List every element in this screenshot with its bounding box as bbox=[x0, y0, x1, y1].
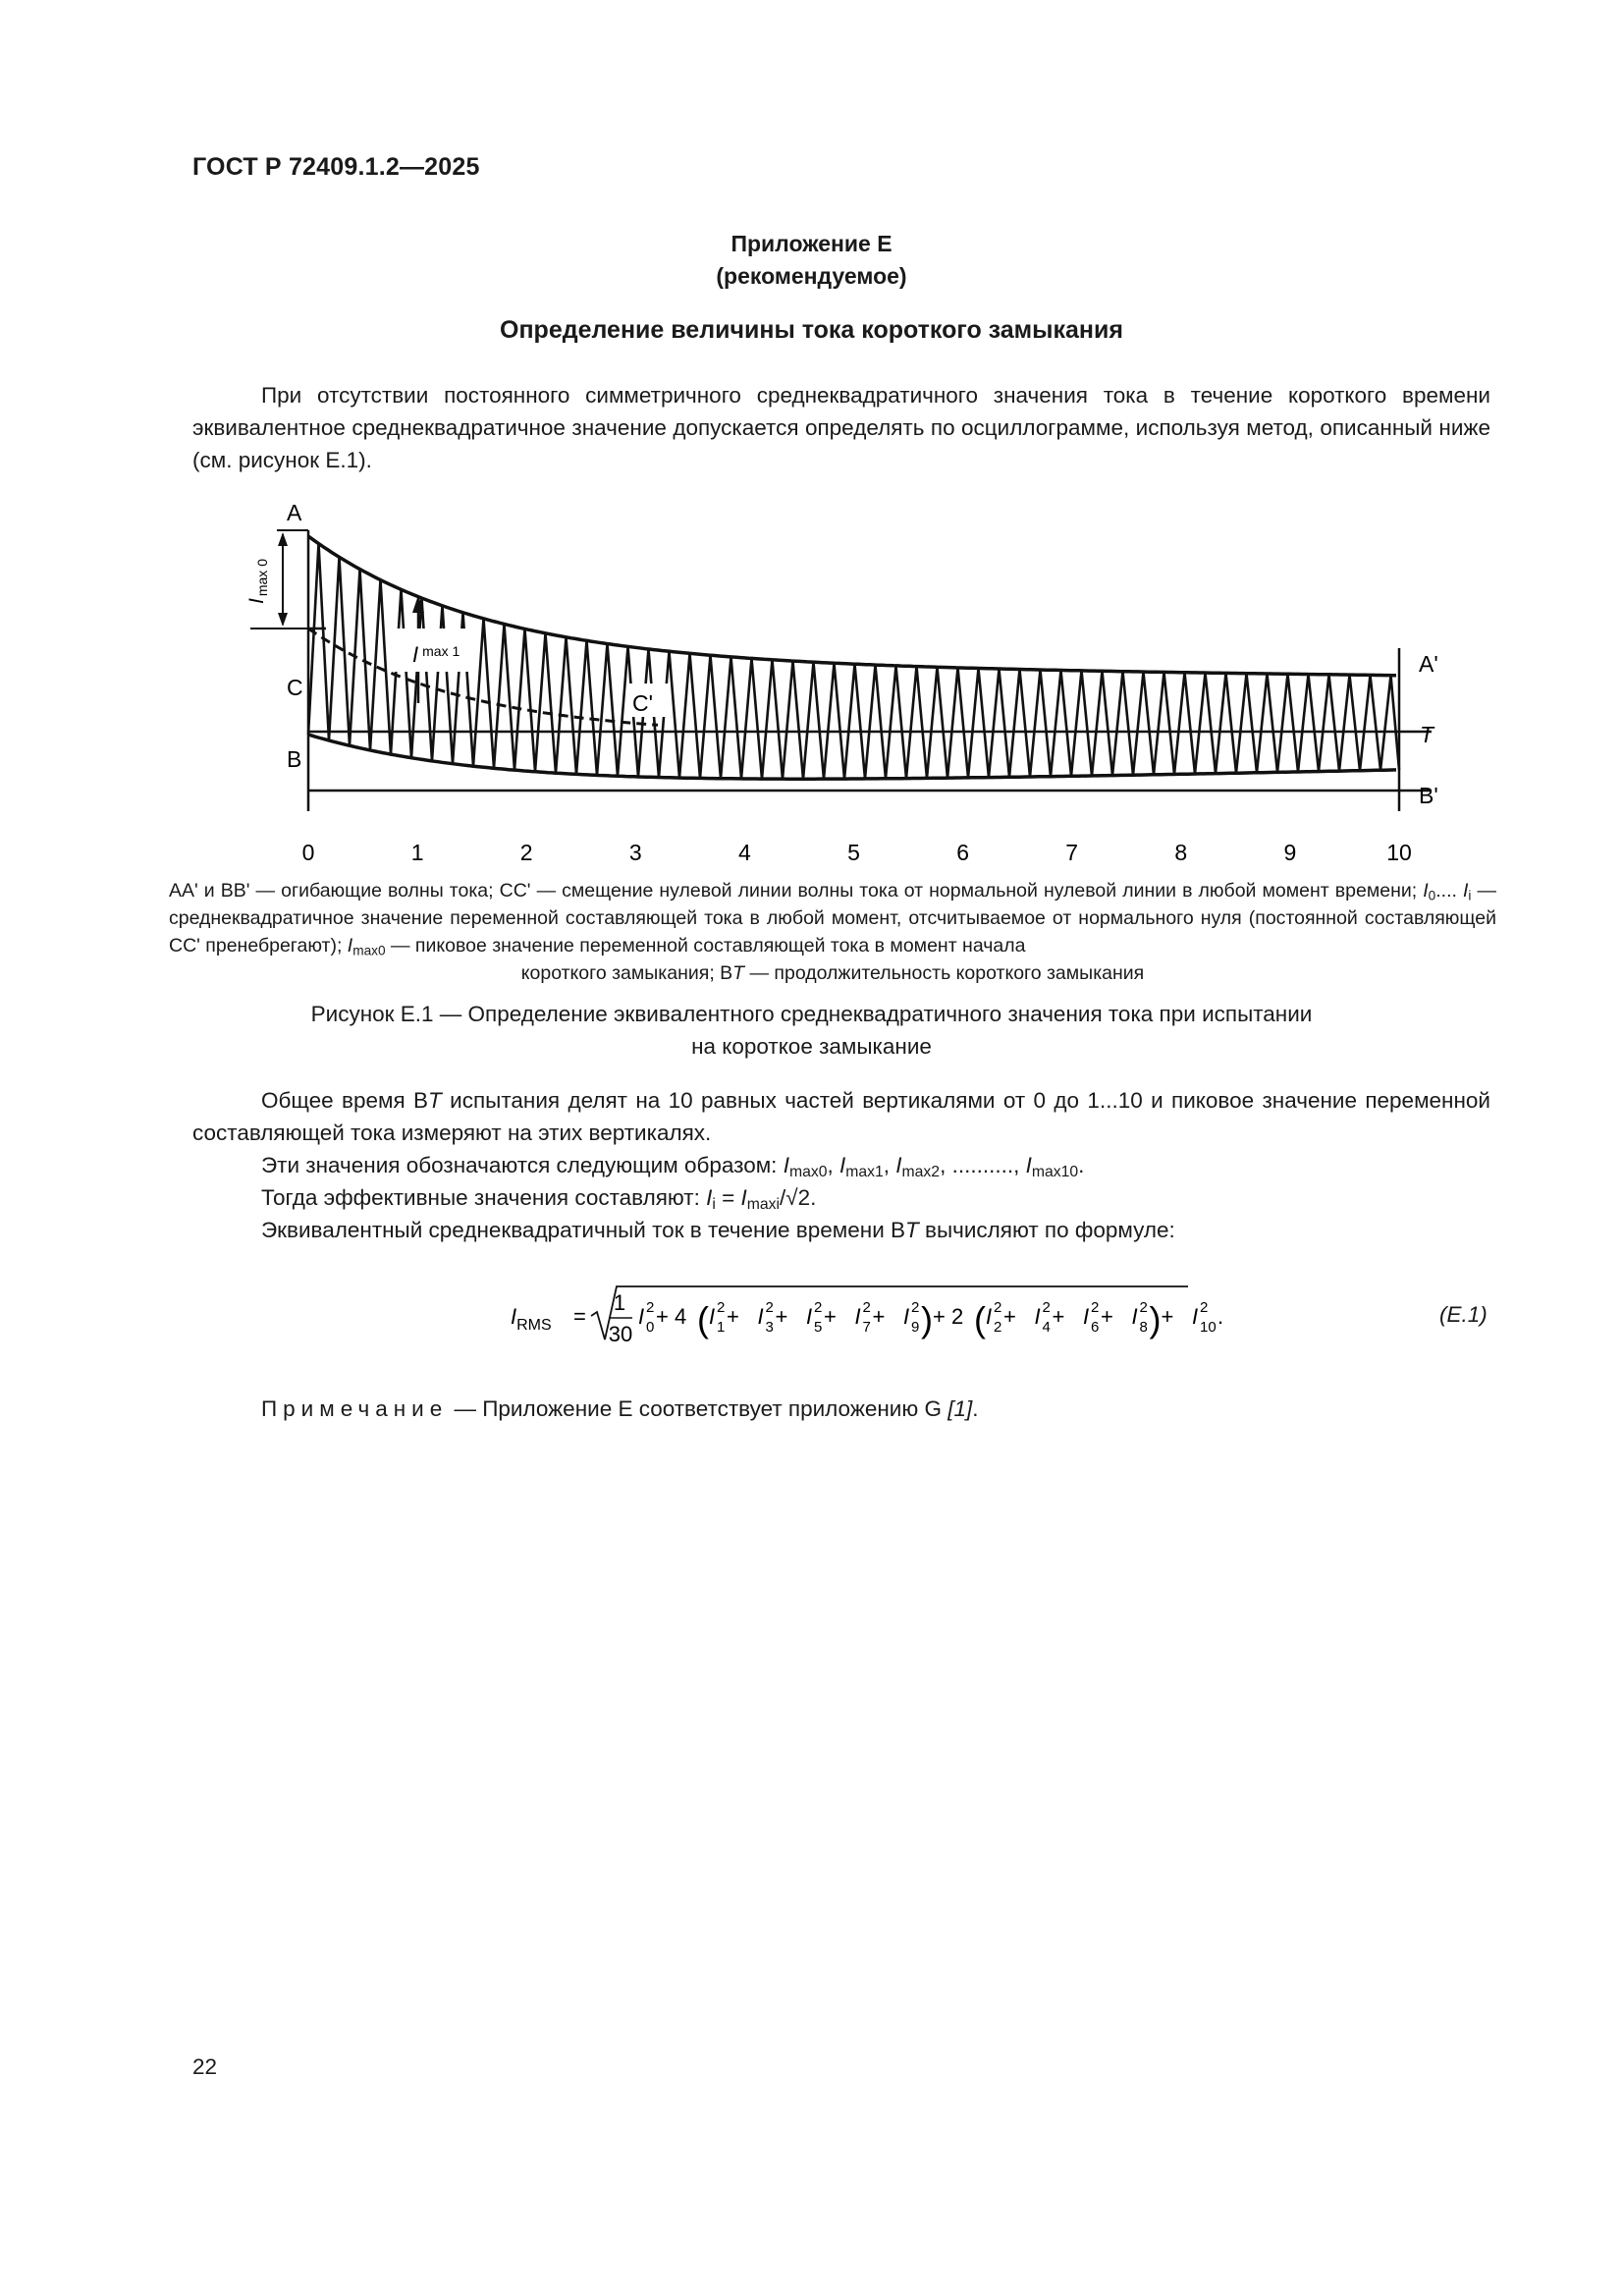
intro-paragraph: При отсутствии постоянного симметричного среднеквадратичного значения тока в течение короткого времени эквивалентное среднеквадратичное значение допускается определять по осциллограмме, используя метод, описанный ниже (см. рисунок Е.1). bbox=[192, 383, 1490, 472]
formula-term: 10 bbox=[1200, 1319, 1217, 1336]
formula-term: I bbox=[757, 1304, 764, 1329]
note bbox=[261, 1396, 979, 1422]
effective-imax: I bbox=[740, 1185, 747, 1210]
appendix-title bbox=[0, 228, 1623, 293]
values-dots: , .........., bbox=[940, 1153, 1020, 1177]
method-text-2: испытания делят на 10 равных частей вертикалями от 0 до 1...10 и пиковое значение переменной составляющей тока измеряют на этих вертикалях. bbox=[192, 1088, 1490, 1145]
page-number: 22 bbox=[192, 2054, 218, 2079]
oscillogram-figure bbox=[236, 491, 1453, 874]
formula-term: + 4 bbox=[656, 1304, 687, 1329]
values-line: Эти значения обозначаются следующим образом: $I_{max0}$, $I_{max1}$, $I_{max2}$, .........., $I_{max10}$. bbox=[261, 1153, 1085, 1180]
formula-body bbox=[638, 1299, 1223, 1339]
legend-text-1: AA' и BB' — огибающие волны тока; CC' — смещение нулевой линии волны тока от нормальной нулевой линии в любой момент времени; bbox=[169, 880, 1424, 902]
formula-term: + bbox=[1052, 1304, 1065, 1329]
equivalent-text-2: вычисляют по формуле: bbox=[918, 1218, 1175, 1242]
legend-i0: I bbox=[1423, 880, 1429, 902]
current-wave bbox=[308, 544, 1399, 780]
legend-i0-sub: 0 bbox=[1428, 888, 1436, 903]
x-tick-label: 6 bbox=[956, 840, 969, 865]
method-paragraph bbox=[192, 1084, 1490, 1149]
formula-lhs: $I_{RMS}$ bbox=[511, 1304, 552, 1334]
formula-term: + bbox=[824, 1304, 837, 1329]
figure-e1 bbox=[236, 491, 1453, 874]
fraction-denominator: 30 bbox=[608, 1322, 633, 1346]
label-b-prime: B' bbox=[1419, 783, 1438, 808]
formula-e1 bbox=[491, 1267, 1237, 1375]
formula-term: ) bbox=[921, 1299, 933, 1339]
legend-text-5: — продолжительность короткого замыкания bbox=[744, 962, 1145, 984]
x-tick-label: 10 bbox=[1386, 840, 1412, 865]
current-wave-trace bbox=[308, 544, 1399, 780]
x-tick-label: 2 bbox=[519, 840, 533, 865]
method-t: T bbox=[428, 1088, 442, 1113]
effective-ii-sub: i bbox=[712, 1195, 716, 1213]
formula-term: + bbox=[727, 1304, 739, 1329]
formula-term: . bbox=[1217, 1304, 1224, 1329]
formula-term: ( bbox=[974, 1299, 986, 1339]
formula-term: I bbox=[986, 1304, 993, 1329]
x-tick-label: 8 bbox=[1174, 840, 1188, 865]
label-t: T bbox=[1420, 722, 1434, 747]
formula-term: 2 bbox=[1042, 1299, 1051, 1316]
effective-imax-sub: maxi bbox=[746, 1195, 781, 1213]
formula-number: (E.1) bbox=[1439, 1302, 1488, 1327]
formula-term: 2 bbox=[814, 1299, 823, 1316]
imax1-label: I $^{max 1}$ bbox=[412, 642, 460, 667]
effective-tail: /√2. bbox=[780, 1185, 817, 1210]
formula-term: 2 bbox=[765, 1299, 774, 1316]
values-text: Эти значения обозначаются следующим образом: bbox=[261, 1153, 784, 1177]
effective-eq: = bbox=[715, 1185, 741, 1210]
x-tick-label: 0 bbox=[301, 840, 315, 865]
x-tick-label: 9 bbox=[1283, 840, 1297, 865]
label-a-prime: A' bbox=[1419, 651, 1438, 677]
equivalent-line bbox=[261, 1214, 1175, 1246]
legend-ii-sub: i bbox=[1468, 888, 1472, 903]
formula-term: + bbox=[872, 1304, 886, 1329]
legend-text-4: короткого замыкания; B bbox=[520, 962, 733, 984]
formula-term: 6 bbox=[1091, 1319, 1100, 1336]
legend-t: T bbox=[732, 962, 745, 984]
legend-last-line bbox=[169, 959, 1496, 987]
formula-term: ( bbox=[697, 1299, 709, 1339]
imax0-label: Imax 0 bbox=[245, 559, 270, 604]
section-title: Определение величины тока короткого замыкания bbox=[500, 316, 1123, 344]
formula-term: + bbox=[1003, 1304, 1016, 1329]
formula-term: + 2 bbox=[933, 1304, 964, 1329]
figure-caption bbox=[0, 998, 1623, 1063]
formula-term: I bbox=[854, 1304, 861, 1329]
formula-term: I bbox=[1131, 1304, 1138, 1329]
formula-term: 2 bbox=[646, 1299, 655, 1316]
legend-dots: .... bbox=[1435, 880, 1463, 902]
label-a: A bbox=[287, 500, 302, 525]
x-tick-label: 5 bbox=[847, 840, 860, 865]
formula-term: 7 bbox=[862, 1319, 871, 1336]
formula-term: I bbox=[709, 1304, 716, 1329]
legend-imax: I bbox=[347, 935, 353, 957]
c-prime-label: C' bbox=[632, 690, 654, 716]
values-sub2: max2 bbox=[901, 1163, 941, 1180]
formula-term: I bbox=[806, 1304, 813, 1329]
effective-text: Тогда эффективные значения составляют: bbox=[261, 1185, 707, 1210]
formula-term: I bbox=[903, 1304, 910, 1329]
legend-ii: I bbox=[1462, 880, 1469, 902]
effective-line bbox=[261, 1181, 816, 1214]
formula-term: 4 bbox=[1042, 1319, 1051, 1336]
formula-term: 2 bbox=[1091, 1299, 1100, 1316]
equivalent-t: T bbox=[905, 1218, 919, 1242]
method-text-1: Общее время B bbox=[261, 1088, 429, 1113]
formula-term: 2 bbox=[994, 1319, 1002, 1336]
formula-term: 2 bbox=[717, 1299, 726, 1316]
document-header: ГОСТ Р 72409.1.2—2025 bbox=[192, 153, 480, 181]
note-end: . bbox=[972, 1396, 979, 1421]
caption-line-1: Рисунок Е.1 — Определение эквивалентного среднеквадратичного значения тока при испытании bbox=[310, 1002, 1313, 1026]
values-i10: I bbox=[1025, 1153, 1032, 1177]
legend-imax-sub: max0 bbox=[352, 943, 386, 958]
formula-term: I bbox=[1034, 1304, 1041, 1329]
effective-ii: I bbox=[706, 1185, 713, 1210]
formula-term: 5 bbox=[814, 1319, 823, 1336]
formula-term: 9 bbox=[911, 1319, 920, 1336]
values-i0: I bbox=[783, 1153, 789, 1177]
values-sub10: max10 bbox=[1031, 1163, 1079, 1180]
formula-term: 1 bbox=[717, 1319, 726, 1336]
appendix-status: (рекомендуемое) bbox=[716, 263, 907, 289]
label-b: B bbox=[287, 746, 302, 772]
x-tick-label: 3 bbox=[628, 840, 642, 865]
formula-term: 3 bbox=[765, 1319, 774, 1336]
formula-term: + bbox=[1161, 1304, 1174, 1329]
formula-term: 2 bbox=[994, 1299, 1002, 1316]
values-sub0: max0 bbox=[788, 1163, 828, 1180]
formula-term: + bbox=[775, 1304, 788, 1329]
appendix-name: Приложение Е bbox=[730, 231, 893, 256]
note-ref: [1] bbox=[947, 1396, 973, 1421]
note-label: Примечание bbox=[261, 1396, 449, 1421]
fraction-numerator: 1 bbox=[613, 1290, 626, 1315]
formula-term: 2 bbox=[1139, 1299, 1148, 1316]
formula-term: I bbox=[1192, 1304, 1199, 1329]
legend-text-3: — пиковое значение переменной составляющей тока в момент начала bbox=[385, 935, 1026, 957]
values-sub1: max1 bbox=[845, 1163, 884, 1180]
formula-term: I bbox=[1083, 1304, 1090, 1329]
note-text: — Приложение Е соответствует приложению G bbox=[448, 1396, 948, 1421]
legend-text-2: — среднеквадратичное значение переменной составляющей тока в любой момент, отсчитываемое от нормального нуля (постоянной составляющей CC' пренебрегают); bbox=[169, 880, 1497, 957]
formula-term: I bbox=[638, 1304, 645, 1329]
caption-line-2: на короткое замыкание bbox=[691, 1034, 932, 1059]
values-i2: I bbox=[895, 1153, 902, 1177]
x-tick-label: 7 bbox=[1065, 840, 1079, 865]
values-i1: I bbox=[839, 1153, 846, 1177]
x-tick-labels bbox=[302, 840, 1412, 865]
formula-term: 8 bbox=[1139, 1319, 1148, 1336]
imax0-arrow-up bbox=[278, 532, 288, 546]
formula-term: 2 bbox=[862, 1299, 871, 1316]
x-tick-label: 4 bbox=[738, 840, 751, 865]
formula-equals: = bbox=[573, 1304, 586, 1329]
figure-legend bbox=[169, 877, 1496, 987]
formula-term: 2 bbox=[911, 1299, 920, 1316]
formula-svg bbox=[491, 1267, 1237, 1375]
formula-term: + bbox=[1101, 1304, 1113, 1329]
equivalent-text-1: Эквивалентный среднеквадратичный ток в течение времени B bbox=[261, 1218, 906, 1242]
formula-term: ) bbox=[1149, 1299, 1162, 1339]
label-c: C bbox=[287, 675, 303, 700]
formula-term: 2 bbox=[1200, 1299, 1209, 1316]
envelope-aa bbox=[308, 536, 1396, 676]
imax0-arrow-down bbox=[278, 613, 288, 627]
formula-term: 0 bbox=[646, 1319, 655, 1336]
x-tick-label: 1 bbox=[410, 840, 424, 865]
